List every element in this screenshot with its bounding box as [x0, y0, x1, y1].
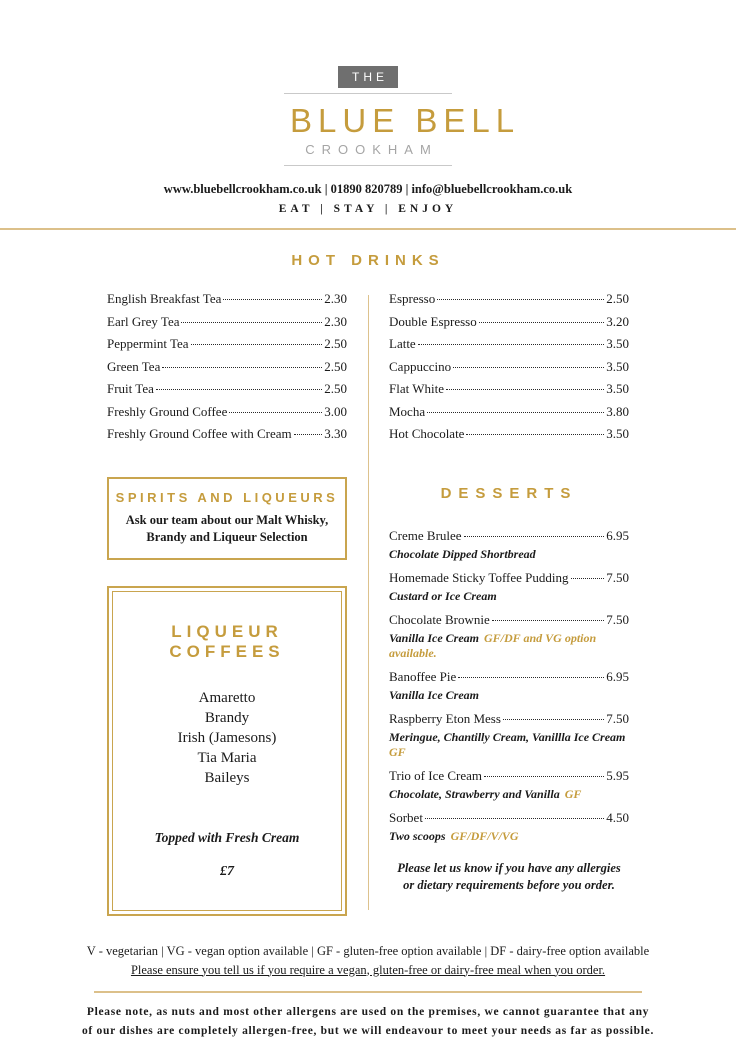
dot-leader	[458, 677, 604, 678]
dot-leader	[223, 299, 322, 300]
dot-leader	[464, 536, 605, 537]
liqueur-item: Tia Maria	[197, 749, 257, 766]
dot-leader	[418, 344, 605, 345]
spirits-box	[107, 477, 347, 560]
item-name: Flat White	[389, 381, 445, 396]
item-name: Trio of Ice Cream	[389, 767, 483, 783]
desc-text: Two scoops	[389, 828, 449, 843]
diet-tag: GF	[564, 786, 582, 801]
item-price: 7.50	[606, 710, 629, 726]
item-price: 4.50	[606, 809, 629, 825]
dessert-item	[389, 570, 629, 604]
item-name: Latte	[389, 336, 416, 351]
item-price: 7.50	[606, 569, 629, 585]
item-price: 3.50	[606, 381, 629, 396]
liqueur-coffees-inner	[112, 591, 342, 911]
item-price: 3.80	[606, 403, 629, 419]
item-name: Green Tea	[107, 358, 161, 374]
allergy-line1: Please let us know if you have any allergies	[397, 860, 621, 875]
brand-the-badge	[338, 66, 398, 88]
liqueur-item: Baileys	[204, 769, 250, 786]
menu-item	[389, 381, 629, 404]
contact-line: www.bluebellcrookham.co.uk | 01890 820789 | info@bluebellcrookham.co.uk	[163, 182, 573, 196]
dot-leader	[479, 322, 605, 323]
diet-tag: GF/DF/V/VG	[450, 828, 519, 843]
item-description	[389, 829, 629, 844]
disclaimer-line1: Please note, as nuts and most other allergens are used on the premises, we cannot guarantee that any	[86, 1005, 650, 1018]
diet-legend: V - vegetarian | VG - vegan option available | GF - gluten-free option available | DF - dairy-free option available	[86, 943, 650, 958]
liqueur-coffees-note: Topped with Fresh Cream	[154, 829, 300, 845]
tagline: EAT | STAY | ENJOY	[278, 203, 458, 215]
logo-rule-bottom	[284, 165, 452, 166]
footer-divider	[94, 991, 642, 993]
allergy-note	[389, 860, 629, 894]
item-price: 7.50	[606, 611, 629, 627]
menu-item	[389, 426, 629, 449]
diet-tag: GF	[389, 744, 406, 759]
item-name: Chocolate Brownie	[389, 611, 490, 627]
item-description	[389, 787, 629, 802]
menu-columns	[107, 291, 629, 916]
right-column	[389, 291, 629, 916]
item-price: 3.30	[324, 426, 347, 441]
item-name: Peppermint Tea	[107, 336, 189, 351]
brand-location: CROOKHAM	[305, 142, 438, 157]
dessert-item	[389, 528, 629, 562]
item-price: 5.95	[606, 767, 629, 783]
liqueur-coffees-box	[107, 586, 347, 916]
dot-leader	[229, 412, 322, 413]
menu-item	[389, 314, 629, 337]
desc-text: Vanilla Ice Cream	[389, 630, 483, 645]
desserts-list	[389, 528, 629, 844]
spirits-title: SPIRITS AND LIQUEURS	[115, 489, 339, 505]
menu-item	[389, 336, 629, 359]
item-name: Sorbet	[389, 809, 423, 825]
item-price: 6.95	[606, 527, 629, 543]
desc-text: Vanilla Ice Cream	[389, 687, 480, 702]
item-description	[389, 631, 629, 661]
menu-item	[389, 404, 629, 427]
item-name: English Breakfast Tea	[107, 291, 222, 306]
item-name: Raspberry Eton Mess	[389, 710, 501, 726]
dessert-item	[389, 669, 629, 703]
item-name: Double Espresso	[389, 313, 477, 329]
dot-leader	[492, 620, 605, 621]
spirits-line1: Ask our team about our Malt Whisky,	[125, 512, 329, 527]
hot-drinks-right-list	[389, 291, 629, 449]
dot-leader	[427, 412, 604, 413]
item-price: 2.50	[324, 358, 347, 374]
item-name: Hot Chocolate	[389, 426, 465, 441]
menu-item	[107, 359, 347, 382]
item-description	[389, 730, 629, 760]
item-price: 3.50	[606, 358, 629, 374]
diet-tag: GF/DF and VG option available.	[389, 630, 597, 660]
item-price: 3.50	[606, 336, 629, 351]
dot-leader	[425, 818, 604, 819]
brand-the-label: THE	[352, 70, 388, 84]
dessert-item	[389, 768, 629, 802]
item-price: 2.30	[324, 313, 347, 329]
desc-text: Meringue, Chantilly Cream, Vanillla Ice Cream	[389, 729, 626, 744]
dessert-item	[389, 612, 629, 661]
footer	[0, 942, 736, 1041]
item-description	[389, 547, 629, 562]
dot-leader	[503, 719, 604, 720]
item-name: Freshly Ground Coffee with Cream	[107, 426, 292, 441]
item-price: 2.50	[606, 291, 629, 306]
desserts-title: DESSERTS	[440, 484, 578, 502]
liqueur-item: Amaretto	[198, 689, 256, 706]
item-name: Freshly Ground Coffee	[107, 403, 228, 419]
disclaimer-line2: of our dishes are completely allergen-free, but we will endeavour to meet your needs as far as possible.	[81, 1024, 655, 1037]
item-price: 2.50	[324, 336, 347, 351]
dot-leader	[181, 322, 322, 323]
desc-text: Custard or Ice Cream	[389, 588, 497, 603]
dot-leader	[294, 434, 323, 435]
item-price: 6.95	[606, 668, 629, 684]
menu-item	[107, 291, 347, 314]
desc-text: Chocolate Dipped Shortbread	[389, 546, 536, 561]
allergy-line2: or dietary requirements before you order.	[403, 877, 615, 892]
item-price: 2.30	[324, 291, 347, 306]
dot-leader	[466, 434, 604, 435]
hot-drinks-title: HOT DRINKS	[291, 252, 445, 269]
dot-leader	[156, 389, 322, 390]
brand-logo	[284, 66, 521, 166]
liqueur-item: Brandy	[204, 709, 250, 726]
menu-item	[389, 291, 629, 314]
item-name: Banoffee Pie	[389, 668, 457, 684]
item-name: Cappuccino	[389, 358, 452, 374]
column-divider	[368, 295, 369, 910]
dot-leader	[571, 578, 605, 579]
spirits-text	[115, 512, 339, 546]
menu-item	[107, 426, 347, 449]
header-divider	[0, 228, 736, 230]
diet-legend-notice: Please ensure you tell us if you require a vegan, gluten-free or dairy-free meal when you order.	[130, 962, 606, 977]
item-price: 3.50	[606, 426, 629, 441]
item-price: 3.20	[606, 313, 629, 329]
item-name: Homemade Sticky Toffee Pudding	[389, 569, 569, 585]
item-description	[389, 589, 629, 604]
item-name: Mocha	[389, 403, 426, 419]
item-price: 3.00	[324, 403, 347, 419]
menu-item	[389, 359, 629, 382]
left-column	[107, 291, 347, 916]
dot-leader	[162, 367, 322, 368]
spirits-line2: Brandy and Liqueur Selection	[146, 529, 308, 544]
allergen-disclaimer	[0, 1003, 736, 1041]
liqueur-coffees-title: LIQUEUR COFFEES	[169, 621, 285, 661]
liqueur-coffees-price: £7	[220, 863, 234, 879]
brand-name: BLUE BELL	[290, 102, 521, 139]
dot-leader	[484, 776, 604, 777]
item-price: 2.50	[324, 381, 347, 396]
item-name: Earl Grey Tea	[107, 313, 180, 329]
liqueur-item: Irish (Jamesons)	[177, 729, 277, 746]
menu-item	[107, 314, 347, 337]
dot-leader	[453, 367, 604, 368]
dessert-item	[389, 810, 629, 844]
desc-text: Chocolate, Strawberry and Vanilla	[389, 786, 563, 801]
item-name: Creme Brulee	[389, 527, 462, 543]
dot-leader	[191, 344, 323, 345]
dot-leader	[446, 389, 604, 390]
dot-leader	[437, 299, 604, 300]
liqueur-coffees-list	[119, 688, 335, 788]
item-name: Espresso	[389, 291, 436, 306]
hot-drinks-left-list	[107, 291, 347, 449]
menu-item	[107, 404, 347, 427]
menu-item	[107, 336, 347, 359]
item-name: Fruit Tea	[107, 381, 154, 396]
menu-item	[107, 381, 347, 404]
dessert-item	[389, 711, 629, 760]
item-description	[389, 688, 629, 703]
